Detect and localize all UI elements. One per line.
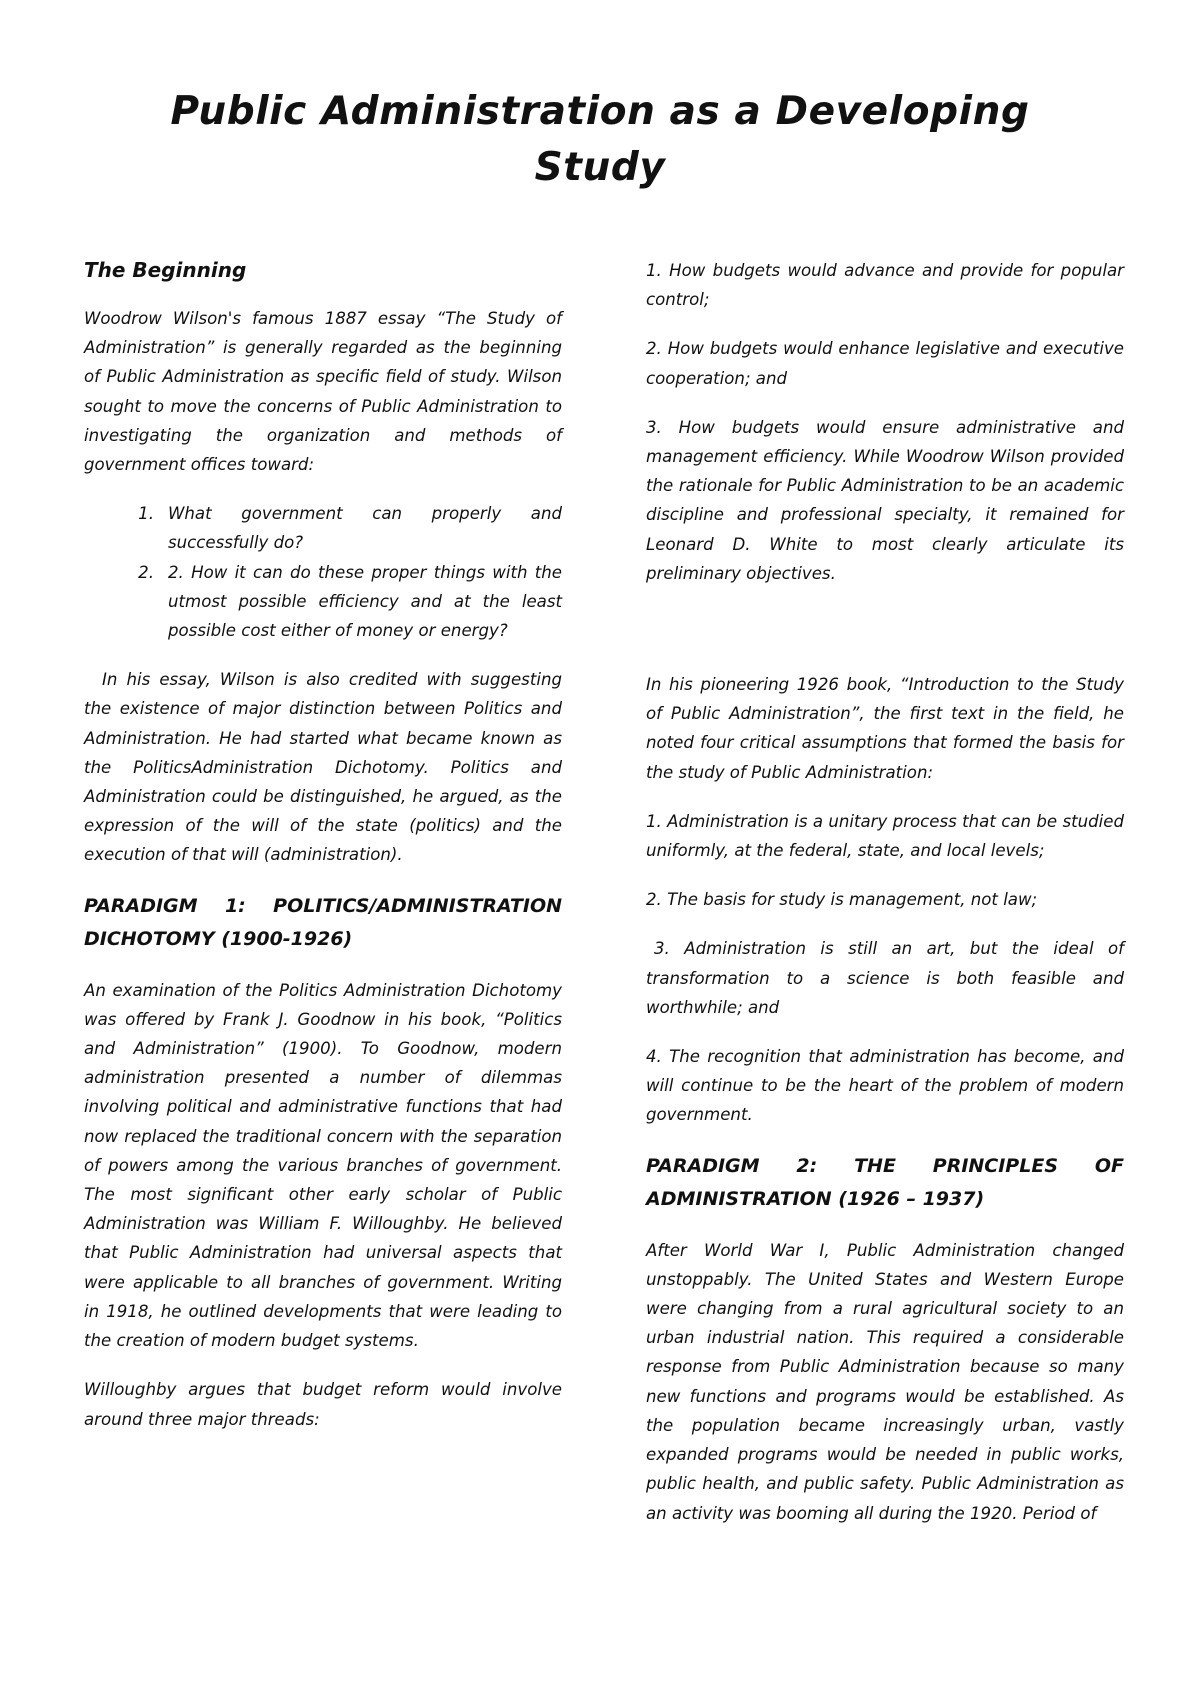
- paradigm-2-heading: PARADIGM 2: THE PRINCIPLES OF ADMINISTRATION (1926 – 1937): [646, 1154, 1124, 1210]
- list-number: 2.: [138, 562, 154, 582]
- paragraph-budget-2: 2. How budgets would enhance legislative and executive cooperation; and: [646, 339, 1124, 388]
- left-column: [84, 256, 562, 1454]
- list-item: [84, 499, 562, 557]
- list-text: What government can properly and successfully do?: [168, 504, 562, 553]
- paragraph-assumption-1: 1. Administration is a unitary process that can be studied uniformly, at the federal, state, and local levels;: [646, 811, 1124, 861]
- paragraph-budget-3: 3. How budgets would ensure administrative and management efficiency. While Woodrow Wilson provided the rationale for Public Administration to be an academic discipline and professional specialty, it remained for Leonard D. White to most clearly articulate its preliminary objectives.: [646, 417, 1124, 583]
- list-item: [84, 558, 562, 646]
- paragraph-budget-1: 1. How budgets would advance and provide for popular control;: [646, 261, 1124, 310]
- paragraph-dichotomy: In his essay, Wilson is also credited with suggesting the existence of major distinction between Politics and Administration. He had started what became known as the PoliticsAdministration Dichotomy. Politics and Administration could be distinguished, he argued, as the expression of the will of the state (politics) and the execution of that will (administration).: [84, 670, 562, 865]
- paragraph-assumption-3: 3. Administration is still an art, but the ideal of transformation to a science is both feasible and worthwhile; and: [646, 939, 1124, 1017]
- paragraph-willoughby: Willoughby argues that budget reform would involve around three major threads:: [84, 1380, 562, 1429]
- right-column: [646, 256, 1124, 1548]
- paragraph-wilson-essay: Woodrow Wilson's famous 1887 essay “The Study of Administration” is generally regarded as the beginning of Public Administration as specific field of study. Wilson sought to move the concerns of Public Administration to investigating the organization and methods of government offices toward:: [84, 309, 562, 475]
- paragraph-assumption-2: 2. The basis for study is management, not law;: [646, 890, 1038, 910]
- paragraph-assumption-4: 4. The recognition that administration has become, and will continue to be the heart of the problem of modern government.: [646, 1047, 1124, 1125]
- list-text: 2. How it can do these proper things with the utmost possible efficiency and at the least possible cost either of money or energy?: [168, 562, 562, 641]
- list-number: 1.: [138, 504, 154, 524]
- wilson-question-list: [84, 499, 562, 645]
- paragraph-goodnow: An examination of the Politics Administration Dichotomy was offered by Frank J. Goodnow in his book, “Politics and Administration” (1900). To Goodnow, modern administration presented a number of dilemmas involving political and administrative functions that had now replaced the traditional concern with the separation of powers among the various branches of government. The most significant other early scholar of Public Administration was William F. Willoughby. He believed that Public Administration had universal aspects that were applicable to all branches of government. Writing in 1918, he outlined developments that were leading to the creation of modern budget systems.: [84, 980, 562, 1351]
- page-title: Public Administration as a Developing Study: [170, 89, 1030, 190]
- paragraph-white-book: In his pioneering 1926 book, “Introduction to the Study of Public Administration”, the first text in the field, he noted four critical assumptions that formed the basis for the study of Public Administration:: [646, 675, 1124, 782]
- paragraph-post-war: After World War I, Public Administration changed unstoppably. The United States and Western Europe were changing from a rural agricultural society to an urban industrial nation. This required a considerable response from Public Administration because so many new functions and programs would be established. As the population became increasingly urban, vastly expanded programs would be needed in public works, public health, and public safety. Public Administration as an activity was booming all during the 1920. Period of: [646, 1240, 1124, 1523]
- paradigm-1-heading: PARADIGM 1: POLITICS/ADMINISTRATION DICHOTOMY (1900-1926): [84, 894, 562, 950]
- spacer: [646, 608, 1124, 670]
- section-heading-beginning: The Beginning: [84, 258, 247, 282]
